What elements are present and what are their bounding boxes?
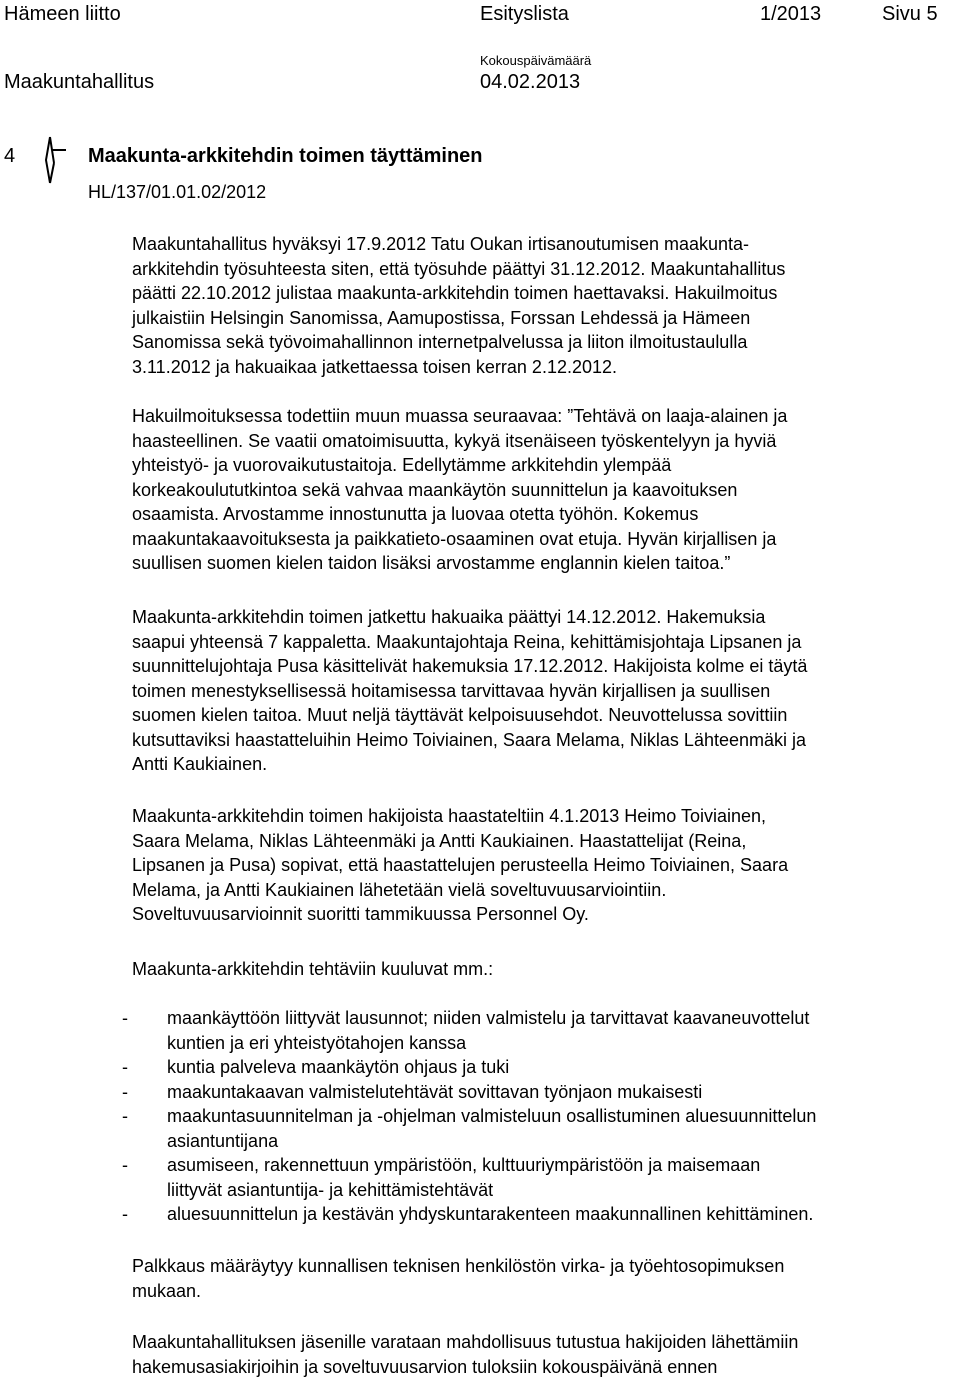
paragraph-line: osaamista. Arvostamme innostunutta ja luovaa otetta työhön. Kokemus: [132, 504, 699, 524]
item-number: 4: [4, 145, 16, 167]
header-body-name: Maakuntahallitus: [4, 71, 155, 93]
list-item-line: aluesuunnittelun ja kestävän yhdyskuntarakenteen maakunnallinen kehittäminen.: [167, 1204, 814, 1224]
paragraph-line: päätti 22.10.2012 julistaa maakunta-arkkitehdin toimen haettavaksi. Hakuilmoitus: [132, 283, 778, 303]
list-item-line: asumiseen, rakennettuun ympäristöön, kulttuuriympäristöön ja maisemaan: [167, 1155, 761, 1175]
paragraph-line: maakuntakaavoituksesta ja paikkatieto-osaaminen ovat etuja. Hyvän kirjallisen ja: [132, 528, 777, 549]
list-item: [122, 1006, 954, 1055]
paragraph-line: haasteellinen. Se vaatii omatoimisuutta, kykyä itsenäiseen työskentelyyn ja hyviä: [132, 430, 777, 451]
paragraph-line: mukaan.: [132, 1280, 202, 1301]
section-mark-icon: [44, 136, 72, 184]
paragraph-line: hakemusasiakirjoihin ja soveltuvuusarvion tuloksiin kokouspäivänä ennen: [132, 1356, 718, 1377]
paragraph-line: 3.11.2012 ja hakuaikaa jatkettaessa toisen kerran 2.12.2012.: [132, 356, 618, 377]
list-item-line: liittyvät asiantuntija- ja kehittämistehtävät: [167, 1179, 494, 1200]
paragraph-line: Maakunta-arkkitehdin toimen jatkettu hakuaika päättyi 14.12.2012. Hakemuksia: [132, 607, 766, 627]
list-item-line: maankäyttöön liittyvät lausunnot; niiden valmistelu ja tarvittavat kaavaneuvottelut: [167, 1008, 810, 1028]
list-item-line: asiantuntijana: [167, 1130, 279, 1151]
list-item: [122, 1202, 954, 1227]
paragraph-line: Maakuntahallituksen jäsenille varataan mahdollisuus tutustua hakijoiden lähettämiin: [132, 1332, 799, 1352]
paragraph-line: Palkkaus määräytyy kunnallisen teknisen henkilöstön virka- ja työehtosopimuksen: [132, 1256, 785, 1276]
paragraph-line: kutsuttaviksi haastatteluihin Heimo Toiviainen, Saara Melama, Niklas Lähteenmäki ja: [132, 729, 807, 750]
paragraph-line: Antti Kaukiainen.: [132, 754, 268, 774]
list-dash: -: [122, 1057, 128, 1077]
header-date-value: 04.02.2013: [480, 71, 581, 93]
paragraph-line: Lipsanen ja Pusa) sopivat, että haastattelujen perusteella Heimo Toiviainen, Saara: [132, 855, 789, 875]
list-item-line: maakuntasuunnitelman ja -ohjelman valmisteluun osallistuminen aluesuunnittelun: [167, 1106, 817, 1126]
paragraph-line: Melama, ja Antti Kaukiainen lähetetään vielä soveltuvuusarviointiin.: [132, 879, 667, 900]
item-title: Maakunta-arkkitehdin toimen täyttäminen: [88, 145, 483, 167]
list-dash: -: [122, 1081, 128, 1102]
header-doc-type: Esityslista: [480, 3, 569, 25]
header-date-label: Kokouspäivämäärä: [480, 53, 592, 68]
list-dash: -: [122, 1106, 128, 1126]
closing-paragraph-2: [132, 1330, 954, 1379]
list-dash: -: [122, 1204, 128, 1224]
paragraph-3: [132, 605, 954, 777]
list-item: [122, 1153, 954, 1202]
paragraph-5: [132, 957, 954, 982]
list-item: [122, 1080, 954, 1105]
paragraph-line: suomen kielen taitoa. Muut neljä täyttävät kelpoisuusehdot. Neuvottelussa sovittiin: [132, 705, 788, 725]
item-reference: HL/137/01.01.02/2012: [88, 182, 267, 202]
paragraph-line: Soveltuvuusarvioinnit suoritti tammikuussa Personnel Oy.: [132, 904, 589, 924]
list-item-line: maakuntakaavan valmistelutehtävät sovittavan työnjaon mukaisesti: [167, 1081, 703, 1102]
paragraph-line: Saara Melama, Niklas Lähteenmäki ja Antti Kaukiainen. Haastattelijat (Reina,: [132, 830, 747, 851]
list-dash: -: [122, 1008, 128, 1028]
list-item: [122, 1055, 954, 1080]
list-item-line: kuntia palveleva maankäytön ohjaus ja tuki: [167, 1057, 510, 1077]
header-page-label: Sivu 5: [882, 3, 938, 25]
paragraph-line: Hakuilmoituksessa todettiin muun muassa seuraavaa: ”Tehtävä on laaja-alainen ja: [132, 406, 788, 426]
closing-paragraph-1: [132, 1254, 954, 1303]
list-dash: -: [122, 1155, 128, 1175]
paragraph-line: toimen menestyksellisessä hoitamisessa tarvittavaa hyvän kirjallisen ja suullisen: [132, 680, 771, 701]
paragraph-1: [132, 232, 954, 379]
paragraph-line: suullisen suomen kielen taidon lisäksi arvostamme englannin kielen taitoa.”: [132, 553, 731, 573]
paragraph-line: julkaistiin Helsingin Sanomissa, Aamupostissa, Forssan Lehdessä ja Hämeen: [132, 307, 751, 328]
task-list: [122, 1006, 954, 1227]
paragraph-4: [132, 804, 954, 927]
paragraph-line: korkeakoulututkintoa sekä vahvaa maankäytön suunnittelun ja kaavoituksen: [132, 479, 738, 500]
paragraph-line: Maakuntahallitus hyväksyi 17.9.2012 Tatu Oukan irtisanoutumisen maakunta-: [132, 234, 750, 254]
list-item-line: kuntien ja eri yhteistyötahojen kanssa: [167, 1032, 467, 1053]
header-doc-number: 1/2013: [760, 3, 822, 25]
header-org: Hämeen liitto: [4, 3, 121, 25]
paragraph-line: suunnittelujohtaja Pusa käsittelivät hakemuksia 17.12.2012. Hakijoista kolme ei täytä: [132, 656, 808, 676]
paragraph-line: Maakunta-arkkitehdin tehtäviin kuuluvat mm.:: [132, 959, 494, 979]
paragraph-line: yhteistyö- ja vuorovaikutustaitoja. Edellytämme arkkitehdin ylempää: [132, 455, 672, 475]
paragraph-2: [132, 404, 954, 576]
paragraph-line: saapui yhteensä 7 kappaletta. Maakuntajohtaja Reina, kehittämisjohtaja Lipsanen ja: [132, 631, 802, 652]
paragraph-line: Maakunta-arkkitehdin toimen hakijoista haastateltiin 4.1.2013 Heimo Toiviainen,: [132, 806, 767, 826]
list-item: [122, 1104, 954, 1153]
paragraph-line: Sanomissa sekä työvoimahallinnon internetpalvelussa ja liiton ilmoitustaululla: [132, 332, 748, 352]
paragraph-line: arkkitehdin työsuhteesta siten, että työsuhde päättyi 31.12.2012. Maakuntahallitus: [132, 258, 786, 279]
